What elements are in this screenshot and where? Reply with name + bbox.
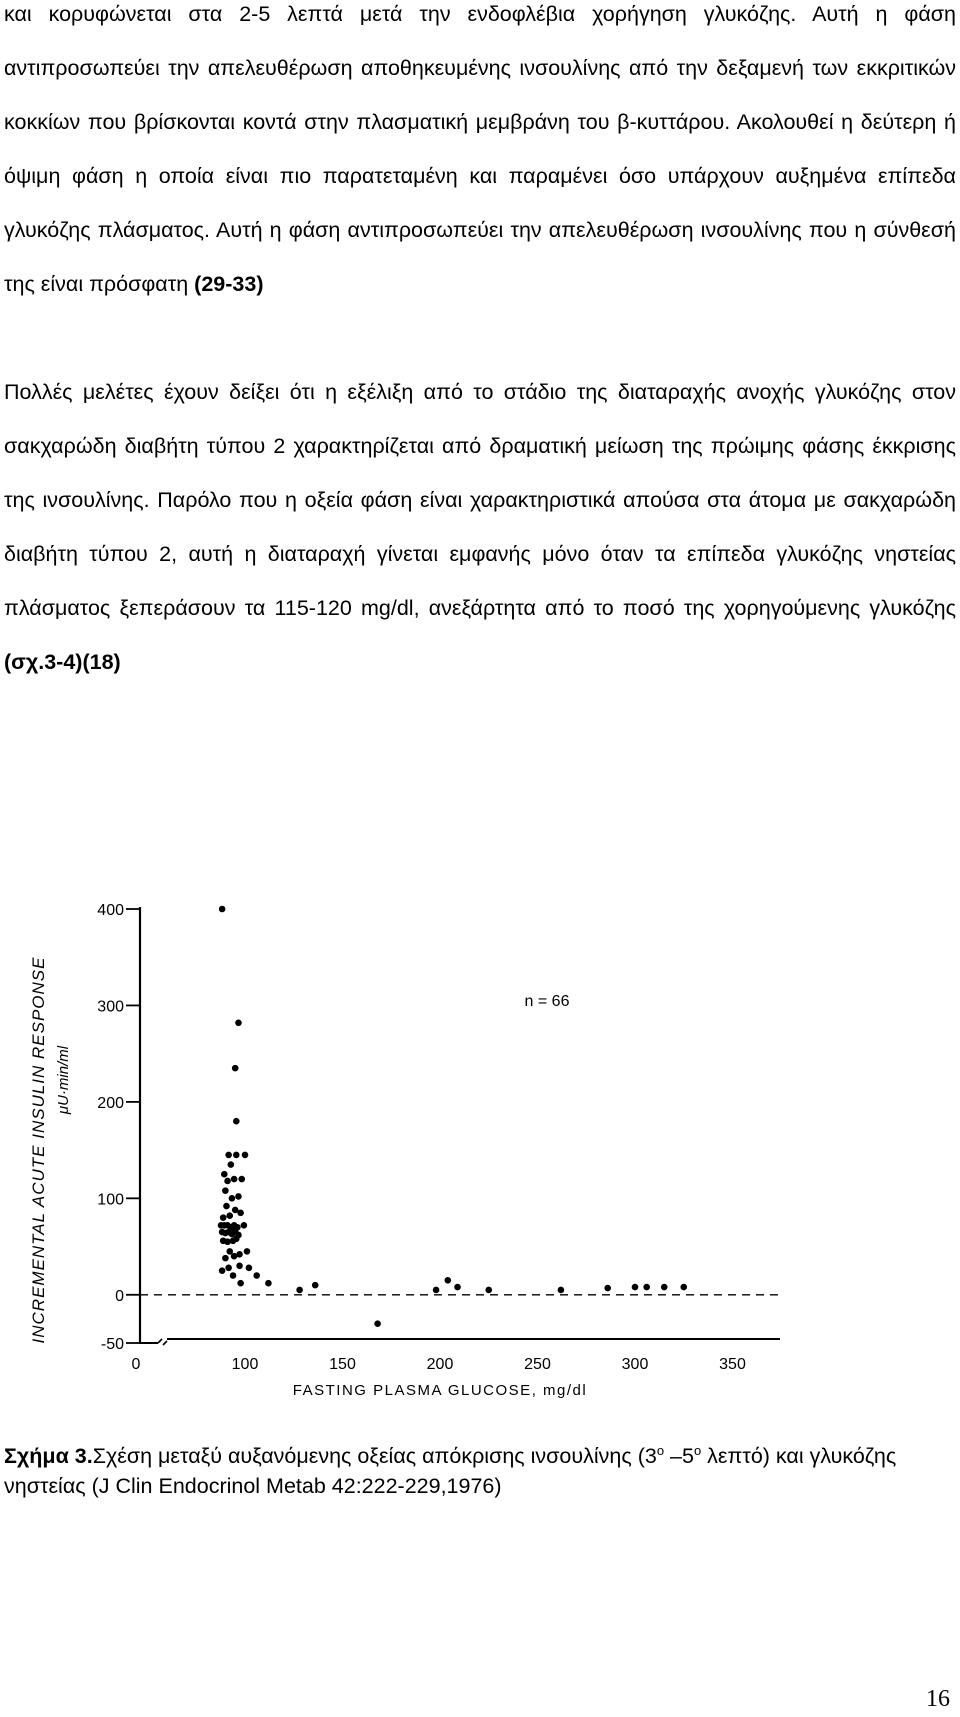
data-point — [233, 1236, 240, 1243]
data-point — [224, 1178, 231, 1185]
data-points — [218, 906, 687, 1327]
paragraph-text: και κορυφώνεται στα 2-5 λεπτά μετά την ενδοφλέβια χορήγηση γλυκόζης. Αυτή η φάση αντιπροσωπεύει την απελευθέρωση αποθηκευμένης ινσουλίνης από την δεξαμενή των εκκριτικών κοκκίων που βρίσκονται κοντά στην πλασματική μεμβράνη του β-κυττάρου. Ακολουθεί η δεύτερη ή όψιμη φάση η οποία είναι πιο παρατεταμένη και παραμένει όσο υπάρχουν αυξημένα επίπεδα γλυκόζης πλάσματος. Αυτή η φάση αντιπροσωπεύει την απελευθέρωση ινσουλίνης που η σύνθεσή της είναι πρόσφατη — [4, 2, 956, 296]
data-point — [296, 1287, 303, 1294]
data-point — [241, 1222, 248, 1229]
data-point — [246, 1264, 253, 1271]
data-point — [253, 1272, 260, 1279]
data-point — [312, 1282, 319, 1289]
figure-caption — [4, 1436, 956, 1501]
x-tick-label: 150 — [329, 1356, 356, 1373]
data-point — [235, 1020, 242, 1027]
data-point — [433, 1287, 440, 1294]
caption-superscript-1: ο — [656, 1443, 665, 1458]
data-point — [223, 1203, 230, 1210]
data-point — [222, 1255, 229, 1262]
data-point — [604, 1285, 611, 1292]
data-point — [242, 1152, 249, 1159]
citation-reference: (σχ.3-4)(18) — [4, 650, 121, 674]
chart-axes — [140, 907, 780, 1345]
data-point — [233, 1152, 240, 1159]
data-point — [231, 1176, 238, 1183]
data-point — [661, 1284, 668, 1291]
y-tick-label: -50 — [100, 1336, 124, 1353]
data-point — [632, 1284, 639, 1291]
data-point — [485, 1287, 492, 1294]
data-point — [229, 1195, 236, 1202]
page-number: 16 — [926, 1686, 950, 1712]
caption-superscript-2: ο — [693, 1443, 702, 1458]
citation-reference: (29-33) — [194, 272, 264, 296]
data-point — [445, 1277, 452, 1284]
data-point — [219, 1267, 226, 1274]
x-tick-label: 300 — [621, 1356, 649, 1373]
data-point — [225, 1264, 232, 1271]
data-point — [244, 1248, 251, 1255]
data-point — [220, 1214, 227, 1221]
data-point — [233, 1118, 240, 1125]
y-axis-ticks — [97, 902, 140, 1353]
x-tick-label: 200 — [426, 1356, 454, 1373]
scatter-chart — [0, 880, 960, 1400]
y-axis-label: INCREMENTAL ACUTE INSULIN RESPONSE — [29, 956, 48, 1344]
data-point — [454, 1284, 461, 1291]
data-point — [228, 1161, 235, 1168]
data-point — [558, 1287, 565, 1294]
data-point — [236, 1251, 243, 1258]
x-axis-ticks — [132, 1356, 746, 1373]
x-tick-label: 250 — [524, 1356, 551, 1373]
data-point — [643, 1284, 650, 1291]
caption-text-1: Σχέση μεταξύ αυξανόμενης οξείας απόκρισης ινσουλίνης (3 — [92, 1444, 657, 1469]
data-point — [226, 1212, 233, 1219]
x-tick-label: 0 — [131, 1356, 141, 1373]
data-point — [225, 1152, 232, 1159]
data-point — [230, 1272, 237, 1279]
axis-break-mark — [158, 1339, 167, 1345]
x-tick-label: 100 — [231, 1356, 259, 1373]
data-point — [219, 906, 226, 913]
sample-size-annotation: n = 66 — [524, 993, 570, 1010]
data-point — [237, 1210, 244, 1217]
data-point — [238, 1176, 245, 1183]
body-paragraph-1 — [4, 0, 956, 311]
x-tick-label: 350 — [719, 1356, 746, 1373]
x-axis-label: FASTING PLASMA GLUCOSE, mg/dl — [292, 1382, 588, 1399]
paragraph-text: Πολλές μελέτες έχουν δείξει ότι η εξέλιξη από το στάδιο της διαταραχής ανοχής γλυκόζης στον σακχαρώδη διαβήτη τύπου 2 χαρακτηρίζεται από δραματική μείωση της πρώιμης φάσης έκκρισης της ινσουλίνης. Παρόλο που η οξεία φάση είναι χαρακτηριστικά απούσα στα άτομα με σακχαρώδη διαβήτη τύπου 2, αυτή η διαταραχή γίνεται εμφανής μόνο όταν τα επίπεδα γλυκόζης νηστείας πλάσματος ξεπεράσουν τα 115-120 mg/dl, ανεξάρτητα από το ποσό της χορηγούμενης γλυκόζης — [4, 380, 956, 620]
y-tick-label: 100 — [97, 1191, 124, 1209]
y-tick-label: 200 — [97, 1094, 124, 1112]
data-point — [235, 1193, 242, 1200]
data-point — [374, 1320, 381, 1327]
data-point — [680, 1284, 687, 1291]
data-point — [232, 1065, 239, 1072]
data-point — [222, 1187, 229, 1194]
y-tick-label: 400 — [97, 902, 124, 919]
body-paragraph-2 — [4, 365, 956, 689]
y-tick-label: 300 — [97, 998, 124, 1016]
caption-text-3: λεπτό) και γλυκόζης νηστείας (J Clin Endocrinol Metab 42:222-229,1976) — [4, 1444, 897, 1499]
data-point — [265, 1280, 272, 1287]
figure-label: Σχήμα 3. — [4, 1444, 93, 1469]
data-point — [236, 1263, 243, 1270]
data-point — [221, 1171, 228, 1178]
y-axis-units: μU·min/ml — [55, 1045, 72, 1115]
y-tick-label: 0 — [115, 1287, 124, 1305]
caption-text-2: –5 — [664, 1444, 694, 1469]
data-point — [237, 1280, 244, 1287]
